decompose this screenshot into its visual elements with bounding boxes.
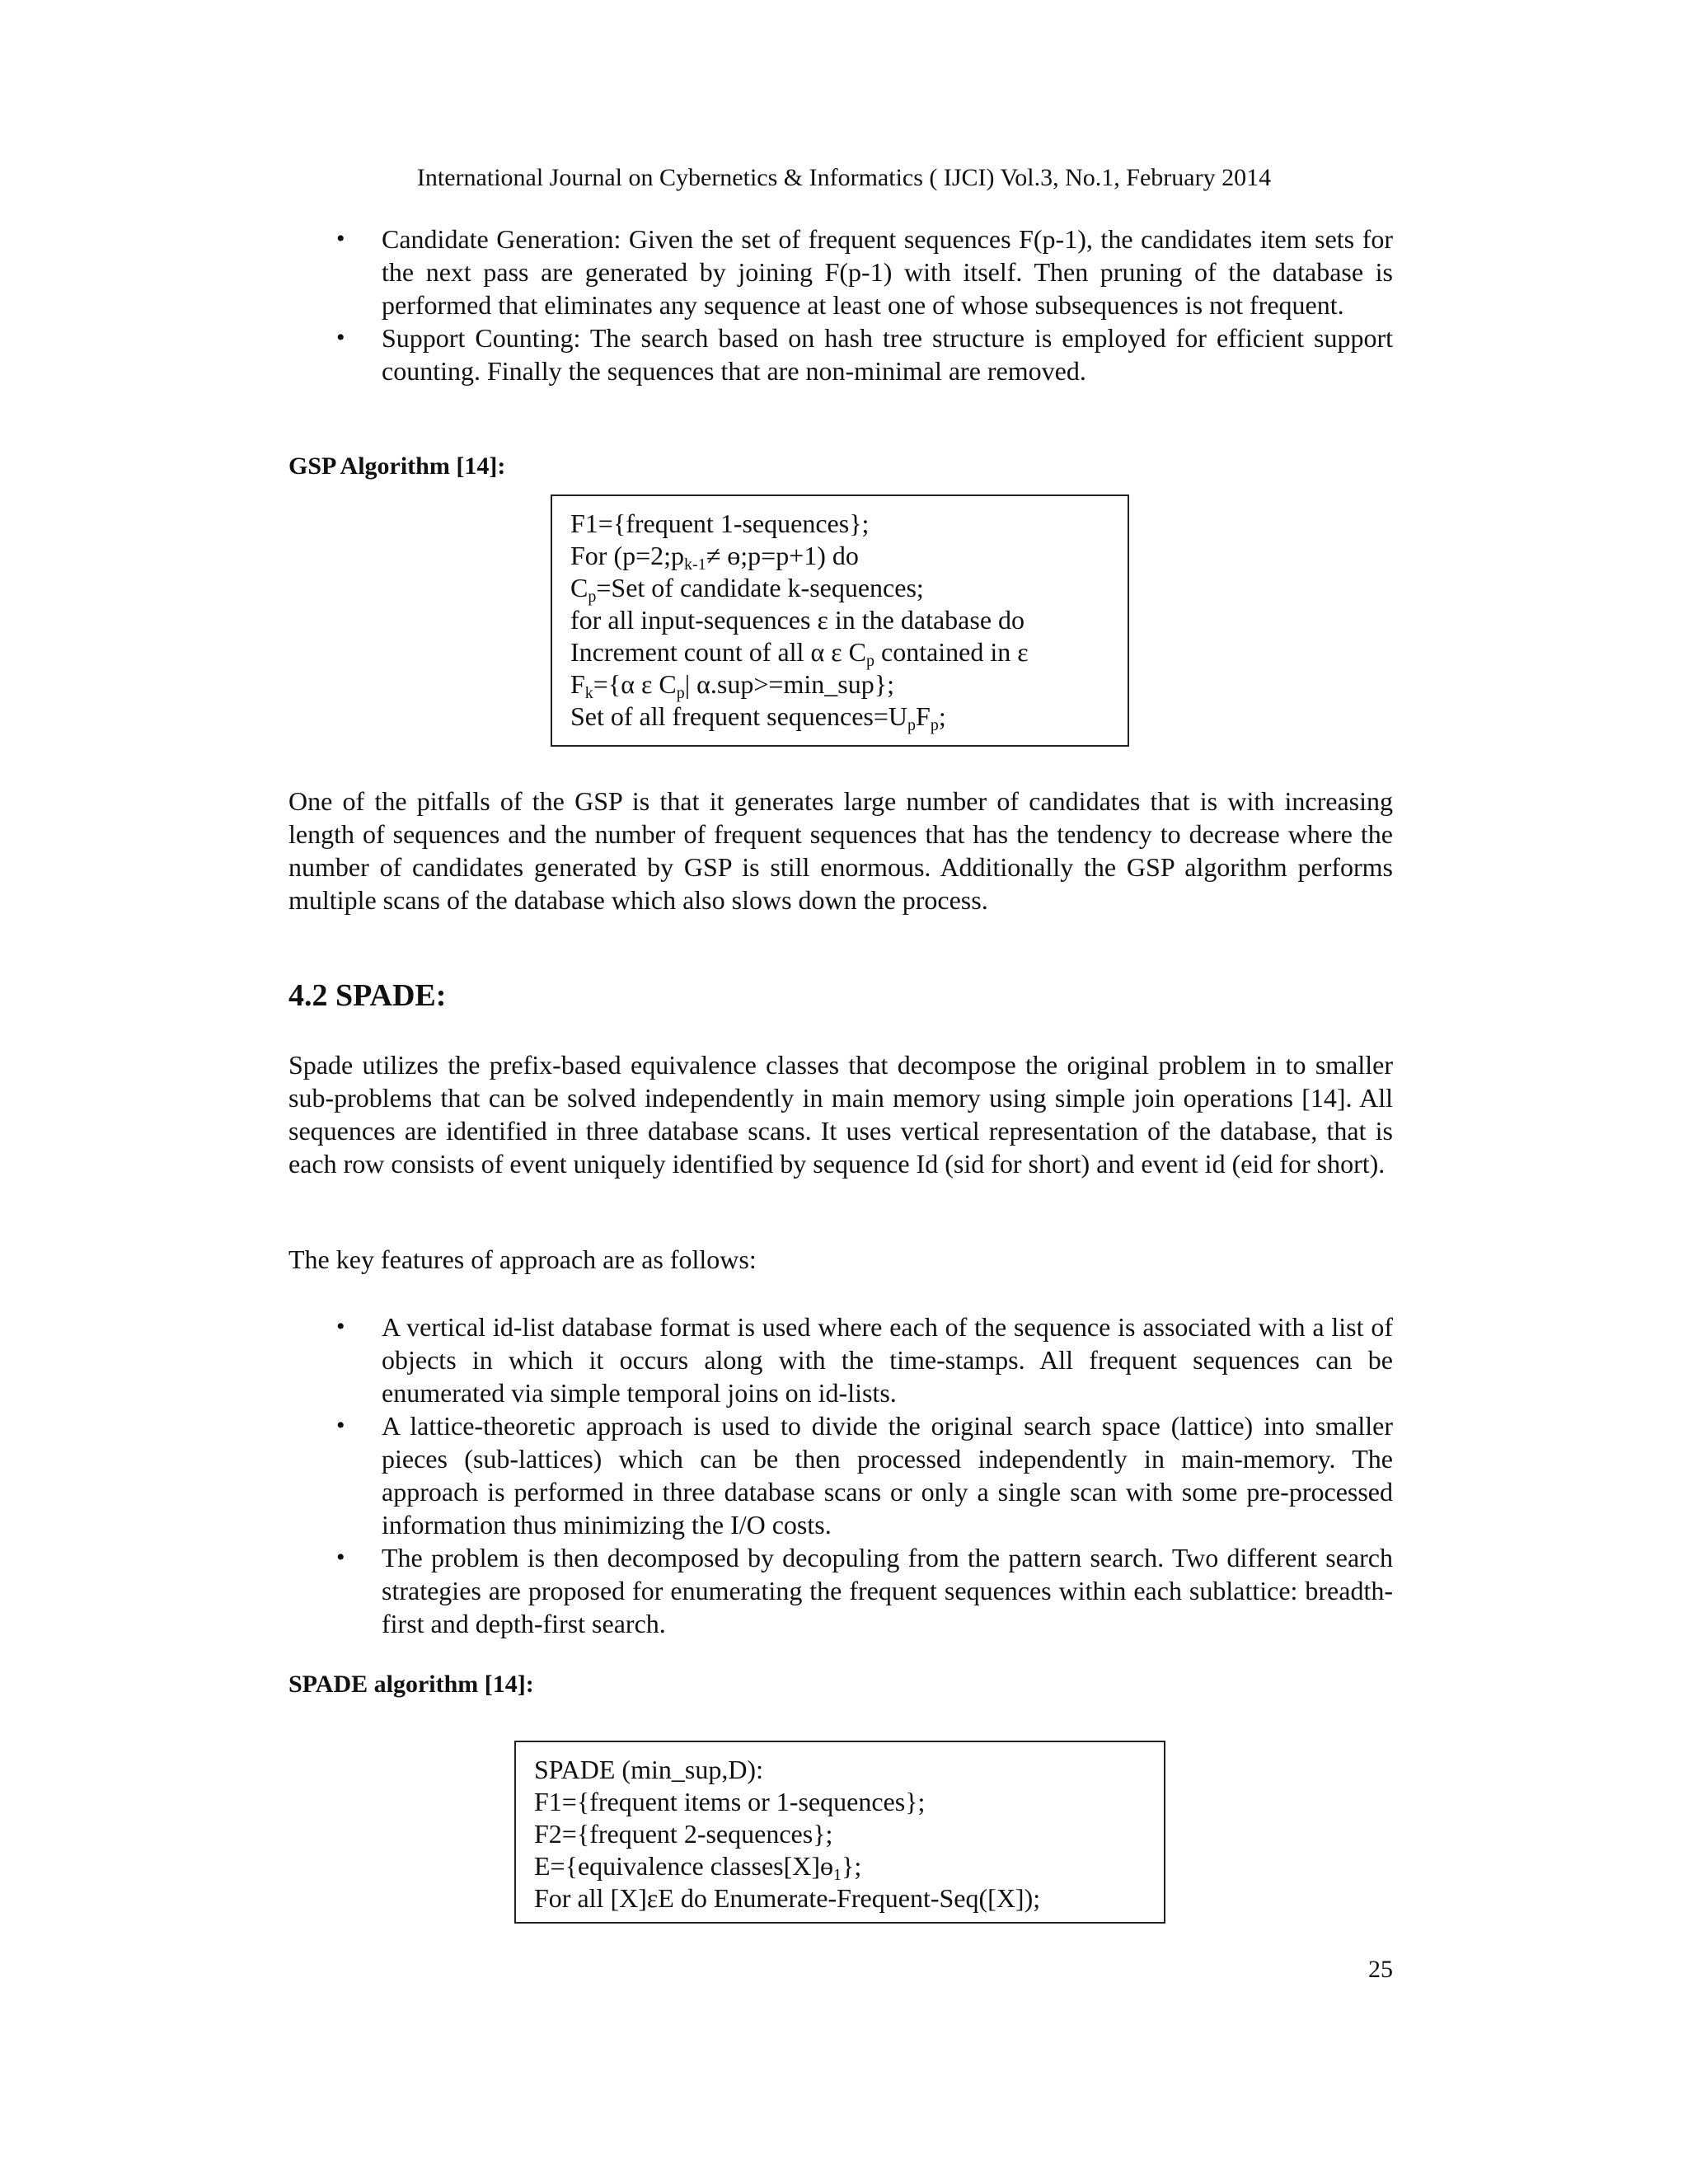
spade-algorithm-box: [514, 1741, 1165, 1924]
bullet-text: Candidate Generation: Given the set of frequent sequences F(p-1), the candidates item sets for the next pass are generated by joining F(p-1) with itself. Then pruning of the database is performed that eliminates any sequence at least one of whose subsequences is not frequent.: [382, 224, 1393, 320]
code-line: $F_k=\{\alpha$ ε $C_p|$ α.sup>=min_sup};: [570, 669, 894, 702]
bullet-text: The problem is then decomposed by decopuling from the pattern search. Two different search strategies are proposed for enumerating the frequent sequences within each sublattice: breadth-first and depth-first search.: [382, 1543, 1393, 1638]
bullet-icon: •: [336, 1412, 345, 1439]
bullet-text: Support Counting: The search based on hash tree structure is employed for efficient support counting. Finally the sequences that are non-minimal are removed.: [382, 323, 1393, 386]
page-number: 25: [1368, 1956, 1393, 1983]
code-line: For ($p=2;p_{k-1}\ne$ ɵ;p=p+1) do: [570, 541, 859, 574]
bullet-icon: •: [336, 324, 345, 351]
code-line: F2={frequent 2-sequences};: [534, 1819, 833, 1849]
code-line: Set of all frequent $sequences=U_pF_p$;: [570, 701, 946, 734]
features-intro: The key features of approach are as follows:: [288, 1244, 757, 1274]
bullet-icon: •: [336, 1544, 345, 1571]
spade-paragraph: Spade utilizes the prefix-based equivalence classes that decompose the original problem in to smaller sub-problems that can be solved independently in main memory using simple join operations [14]. All sequences are identified in three database scans. It uses vertical representation of the database, that is each row consists of event uniquely identified by sequence Id (sid for short) and event id (eid for short).: [288, 1050, 1393, 1179]
bullet-text: A vertical id-list database format is used where each of the sequence is associated with a list of objects in which it occurs along with the time-stamps. All frequent sequences can be enumerated via simple temporal joins on id-lists.: [382, 1312, 1393, 1408]
spade-caption: SPADE algorithm [14]:: [288, 1671, 534, 1698]
list-item: [288, 321, 1393, 387]
code-line: For all [X]εE do Enumerate-Frequent-Seq([X]);: [534, 1883, 1041, 1913]
spade-bullet-list: [288, 1310, 1393, 1640]
section-title: 4.2 SPADE:: [288, 978, 447, 1013]
code-line: F1={frequent 1-sequences};: [570, 509, 870, 538]
list-item: [288, 1409, 1393, 1541]
code-line: SPADE (min_sup,D):: [534, 1755, 763, 1784]
code-line: Increment count of all α ε $C_p$ contained in ε: [570, 637, 1029, 670]
code-line: $C_p=Set$ of candidate k-sequences;: [570, 573, 924, 606]
code-line: F1={frequent items or 1-sequences};: [534, 1787, 926, 1816]
list-item: [288, 223, 1393, 321]
bullet-icon: •: [336, 1313, 345, 1340]
list-item: [288, 1310, 1393, 1409]
code-line: for all input-sequences ε in the database do: [570, 605, 1025, 635]
gsp-paragraph: One of the pitfalls of the GSP is that it generates large number of candidates that is with increasing length of sequences and the number of frequent sequences that has the tendency to decrease where the number of candidates generated by GSP is still enormous. Additionally the GSP algorithm performs multiple scans of the database which also slows down the process.: [288, 786, 1393, 915]
gsp-caption: GSP Algorithm [14]:: [288, 452, 506, 480]
list-item: [288, 1541, 1393, 1640]
gsp-bullet-list: [288, 223, 1393, 387]
code-line: E={equivalence classes[X]ɵ$_1$};: [534, 1851, 862, 1884]
bullet-icon: •: [336, 225, 345, 252]
bullet-text: A lattice-theoretic approach is used to divide the original search space (lattice) into smaller pieces (sub-lattices) which can be then processed independently in main-memory. The approach is performed in three database scans or only a single scan with some pre-processed information thus minimizing the I/O costs.: [382, 1411, 1393, 1540]
running-header: International Journal on Cybernetics & Informatics ( IJCI) Vol.3, No.1, February 2014: [416, 164, 1272, 191]
gsp-algorithm-box: [551, 494, 1129, 747]
